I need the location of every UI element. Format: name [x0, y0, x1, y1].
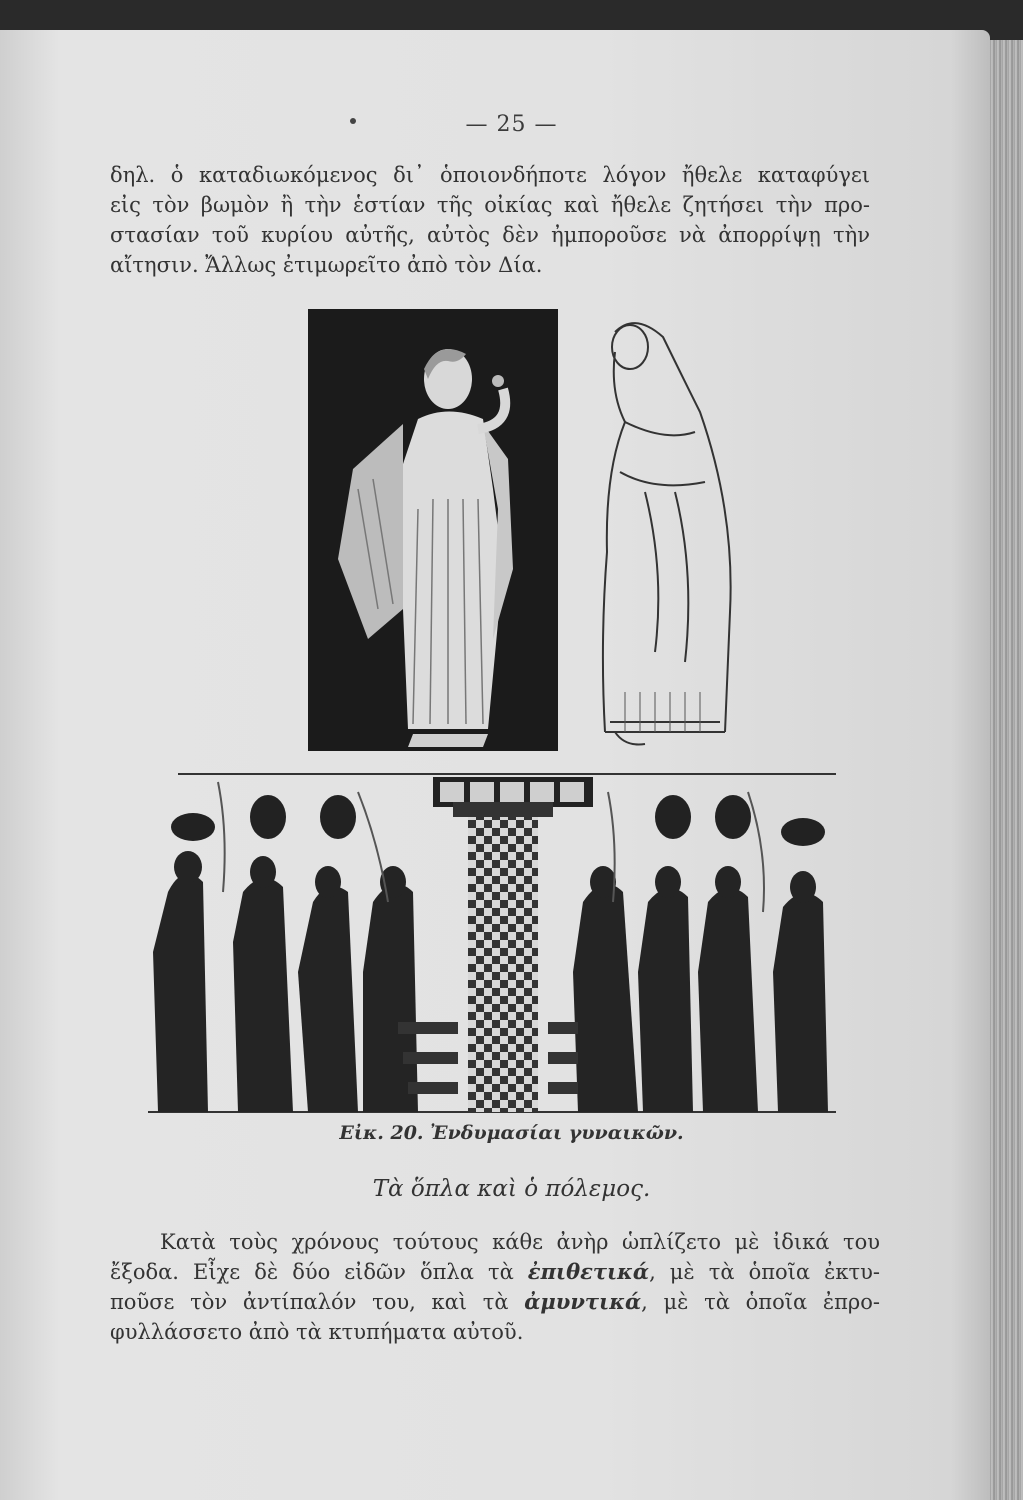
emphasis-defensive: ἀμυντικά: [524, 1289, 642, 1314]
text-line: [110, 1287, 880, 1317]
figure-caption: Εἰκ. 20. Ἐνδυμασίαι γυναικῶν.: [339, 1122, 684, 1144]
text-line: εἰς τὸν βωμὸν ἢ τὴν ἑστίαν τῆς οἰκίας καὶ ἤθελε ζητήσει τὴν προ-: [110, 193, 870, 217]
figure-veiled-woman: [585, 312, 755, 752]
text-run: , μὲ τὰ ὁποῖα ἐπρο-: [641, 1290, 880, 1314]
section-title: Τὰ ὅπλα καὶ ὁ πόλεμος.: [372, 1176, 651, 1202]
text-run: ἔξοδα. Εἶχε δὲ δύο εἰδῶν ὅπλα τὰ: [110, 1260, 528, 1284]
text-line: Κατὰ τοὺς χρόνους τούτους κάθε ἀνὴρ ὡπλίζετο μὲ ἰδικά του: [160, 1230, 880, 1254]
figure-woman-dark-background: [308, 309, 558, 751]
paragraph-weapons: [110, 1227, 880, 1347]
page-stack-edge: [990, 40, 1023, 1500]
emphasis-offensive: ἐπιθετικά: [527, 1259, 650, 1284]
text-line: δηλ. ὁ καταδιωκόμενος δι᾽ ὁποιονδήποτε λόγον ἤθελε καταφύγει: [110, 163, 870, 187]
text-line: φυλλάσσετο ἀπὸ τὰ κτυπήματα αὐτοῦ.: [110, 1320, 524, 1344]
paragraph-intro: [110, 160, 870, 280]
text-run: ποῦσε τὸν ἀντίπαλόν του, καὶ τὰ: [110, 1290, 525, 1314]
text-line: [110, 1257, 880, 1287]
text-run: , μὲ τὰ ὁποῖα ἐκτυ-: [649, 1260, 881, 1284]
page-number: — 25 —: [465, 112, 558, 137]
text-line: αἴτησιν. Ἄλλως ἐτιμωρεῖτο ἀπὸ τὸν Δία.: [110, 253, 543, 277]
text-line: στασίαν τοῦ κυρίου αὐτῆς, αὐτὸς δὲν ἠμποροῦσε νὰ ἀπορρίψῃ τὴν: [110, 223, 870, 247]
figure-fountain-frieze: [148, 772, 836, 1117]
